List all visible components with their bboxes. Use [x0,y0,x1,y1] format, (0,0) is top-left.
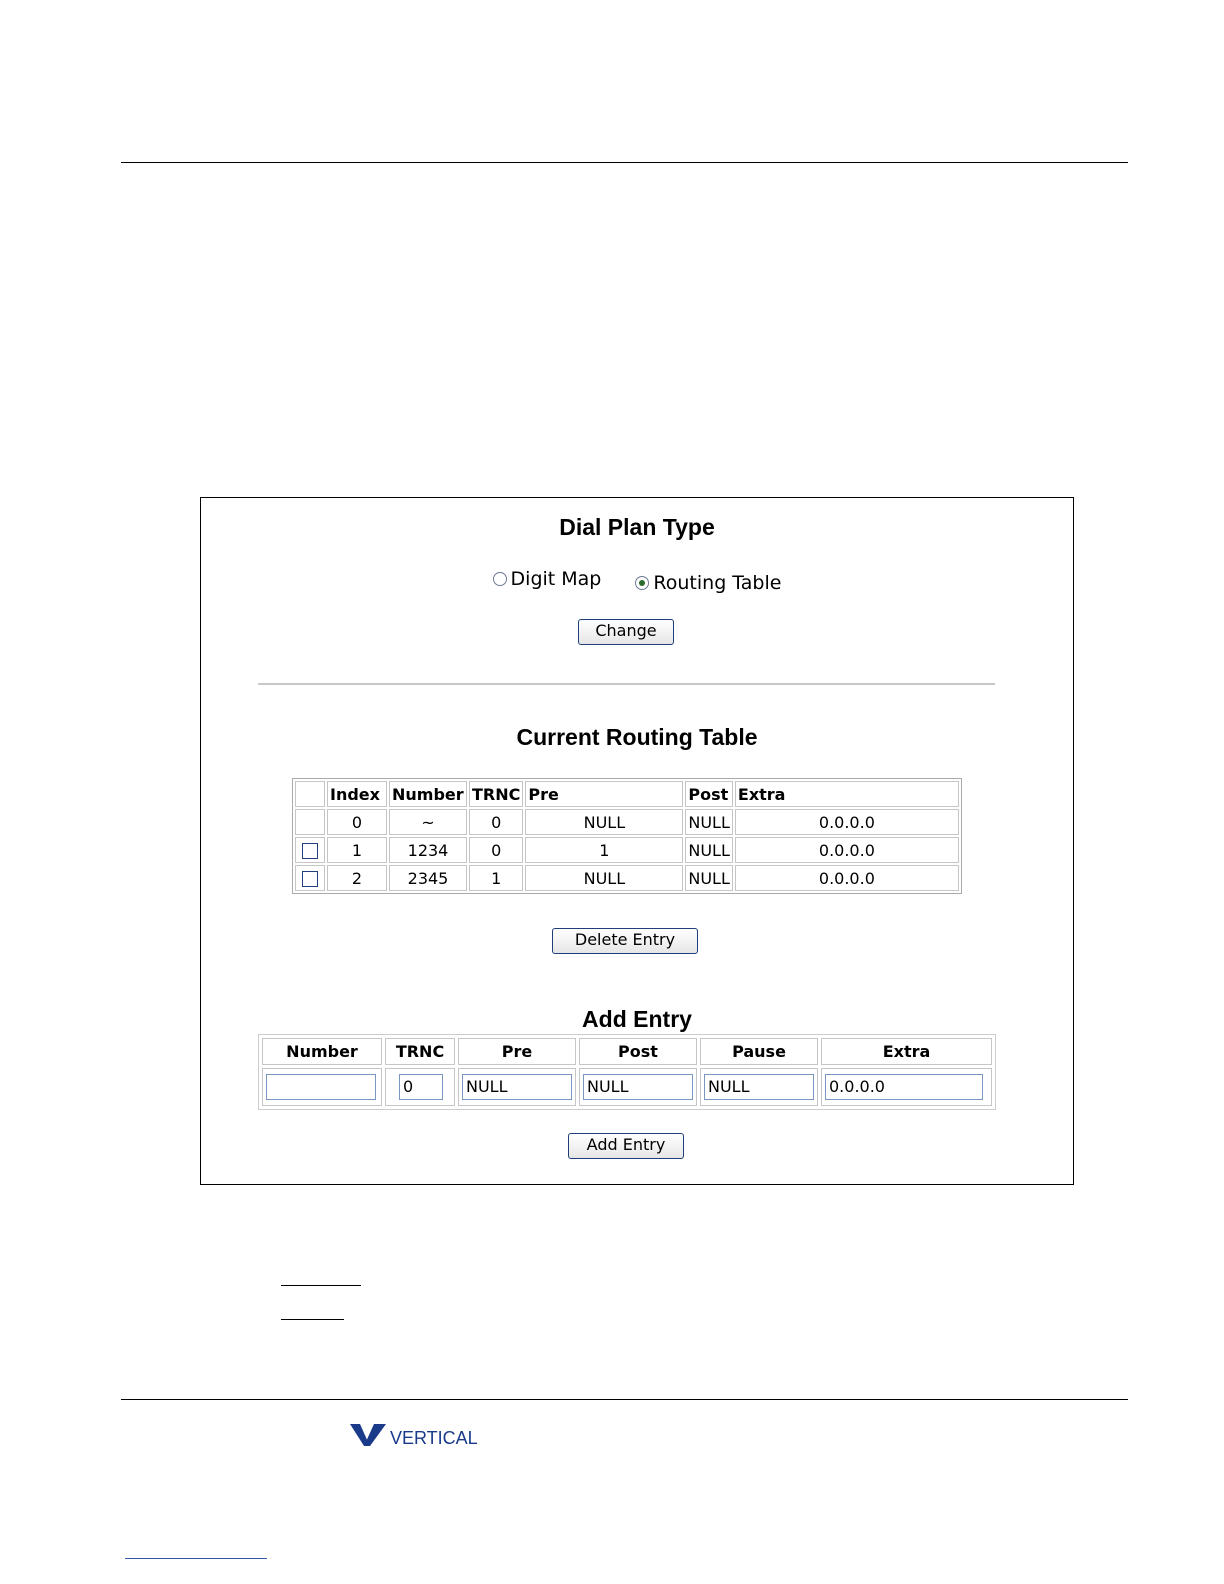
dial-plan-options [201,568,1073,594]
footer-rule [121,1399,1128,1400]
column-header-index: Index [327,781,387,807]
dial-plan-panel [200,497,1074,1185]
footer-link-underline[interactable] [125,1558,267,1559]
cell-index: 2 [327,865,387,891]
post-input[interactable]: NULL [583,1074,693,1100]
trnc-cell [385,1068,455,1106]
column-header-post: Post [685,781,733,807]
column-header-extra: Extra [735,781,959,807]
table-row [295,865,959,891]
pause-input[interactable]: NULL [704,1074,814,1100]
radio-routing-table[interactable] [635,572,781,594]
cell-post: NULL [685,865,733,891]
cell-post: NULL [685,837,733,863]
radio-checked-icon[interactable] [635,576,649,590]
column-header-extra: Extra [821,1038,992,1065]
pre-cell [458,1068,576,1106]
trnc-input[interactable]: 0 [399,1074,443,1100]
underline-link[interactable] [281,1319,344,1320]
column-header-trnc: TRNC [469,781,523,807]
column-header-trnc: TRNC [385,1038,455,1065]
row-select [295,837,325,863]
radio-digit-map-label: Digit Map [510,568,602,590]
header-rule [121,162,1128,163]
number-input[interactable] [266,1074,376,1100]
cell-number: 2345 [389,865,467,891]
cell-trnc: 0 [469,809,523,835]
column-header-pre: Pre [458,1038,576,1065]
cell-number: 1234 [389,837,467,863]
cell-trnc: 0 [469,837,523,863]
cell-extra: 0.0.0.0 [735,809,959,835]
cell-index: 1 [327,837,387,863]
logo-mark-left [350,1424,368,1446]
add-entry-title: Add Entry [582,1006,692,1032]
change-button[interactable]: Change [578,619,674,645]
radio-routing-table-label: Routing Table [653,572,782,594]
cell-extra: 0.0.0.0 [735,837,959,863]
row-select-empty [295,809,325,835]
add-entry-inputs [262,1068,992,1106]
column-header-pause: Pause [700,1038,818,1065]
cell-extra: 0.0.0.0 [735,865,959,891]
extra-input[interactable]: 0.0.0.0 [825,1074,983,1100]
delete-entry-button[interactable]: Delete Entry [552,928,698,954]
add-entry-table [258,1034,996,1110]
table-row [295,809,959,835]
column-header-number: Number [262,1038,382,1065]
cell-trnc: 1 [469,865,523,891]
add-entry-header [262,1038,992,1065]
column-header-number: Number [389,781,467,807]
column-header-post: Post [579,1038,697,1065]
row-checkbox[interactable] [302,843,318,859]
underline-link[interactable] [281,1285,361,1286]
cell-pre: NULL [525,809,683,835]
select-column-header [295,781,325,807]
radio-digit-map[interactable] [493,568,602,590]
cell-number: ~ [389,809,467,835]
pre-input[interactable]: NULL [462,1074,572,1100]
row-select [295,865,325,891]
post-cell [579,1068,697,1106]
number-cell [262,1068,382,1106]
table-row [295,837,959,863]
routing-table [292,778,962,894]
radio-unchecked-icon[interactable] [493,572,507,586]
column-header-pre: Pre [525,781,683,807]
cell-pre: 1 [525,837,683,863]
logo-mark-right [364,1424,386,1446]
cell-post: NULL [685,809,733,835]
add-entry-button[interactable]: Add Entry [568,1133,684,1159]
routing-table-title: Current Routing Table [516,724,758,750]
cell-pre: NULL [525,865,683,891]
extra-cell [821,1068,992,1106]
routing-table-header [295,781,959,807]
logo-text: VERTICAL [390,1428,478,1448]
section-divider [258,683,995,685]
cell-index: 0 [327,809,387,835]
pause-cell [700,1068,818,1106]
vertical-logo [350,1422,500,1450]
dial-plan-title: Dial Plan Type [559,514,715,540]
row-checkbox[interactable] [302,871,318,887]
